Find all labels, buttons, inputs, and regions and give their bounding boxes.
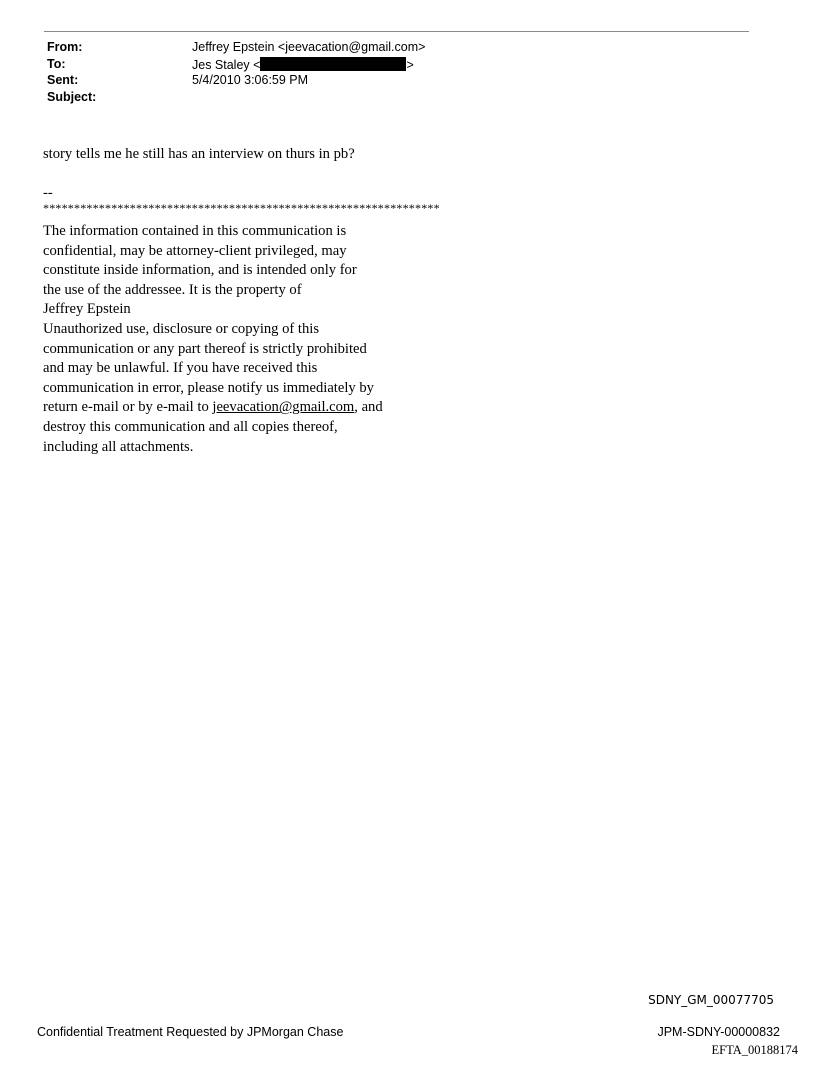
disclaimer-line: confidential, may be attorney-client privileged, may [43, 242, 347, 259]
disclaimer-line: and may be unlawful. If you have received this [43, 360, 318, 377]
bates-number-jpm: JPM-SDNY-00000832 [657, 1025, 780, 1039]
sent-value: 5/4/2010 3:06:59 PM [192, 73, 309, 87]
disclaimer-line: destroy this communication and all copies thereof, [43, 418, 338, 435]
disclaimer-line: the use of the addressee. It is the property of [43, 281, 302, 298]
to-value [192, 57, 414, 73]
signature-dash: -- [43, 185, 53, 201]
disclaimer-line: including all attachments. [43, 438, 194, 455]
to-label: To: [47, 57, 66, 71]
disclaimer-line: constitute inside information, and is intended only for [43, 262, 357, 279]
from-label: From: [47, 40, 83, 54]
disclaimer-line: communication or any part thereof is strictly prohibited [43, 340, 367, 357]
email-link[interactable]: jeevacation@gmail.com [212, 399, 355, 416]
to-prefix: Jes Staley < [192, 58, 261, 72]
sent-label: Sent: [47, 73, 79, 87]
disclaimer-line: Unauthorized use, disclosure or copying of this [43, 320, 320, 337]
redaction-box [260, 57, 406, 71]
subject-label: Subject: [47, 90, 97, 104]
return-prefix: return e-mail or by e-mail to [43, 399, 213, 416]
disclaimer-line: communication in error, please notify us immediately by [43, 379, 374, 396]
disclaimer [43, 222, 383, 457]
signature-stars: **************************************************************** [43, 201, 440, 215]
bates-number-gm: SDNY_GM_00077705 [648, 993, 774, 1007]
message-text: story tells me he still has an interview on thurs in pb? [43, 146, 355, 162]
from-value: Jeffrey Epstein <jeevacation@gmail.com> [192, 40, 426, 54]
disclaimer-line: The information contained in this communication is [43, 223, 347, 239]
return-suffix: , and [354, 399, 383, 416]
disclaimer-line: Jeffrey Epstein [43, 301, 131, 318]
to-suffix: > [406, 58, 414, 72]
disclaimer-line-email [43, 398, 383, 418]
header-divider [44, 31, 749, 32]
confidential-notice: Confidential Treatment Requested by JPMorgan Chase [37, 1025, 344, 1039]
bates-number-efta: EFTA_00188174 [711, 1043, 798, 1057]
